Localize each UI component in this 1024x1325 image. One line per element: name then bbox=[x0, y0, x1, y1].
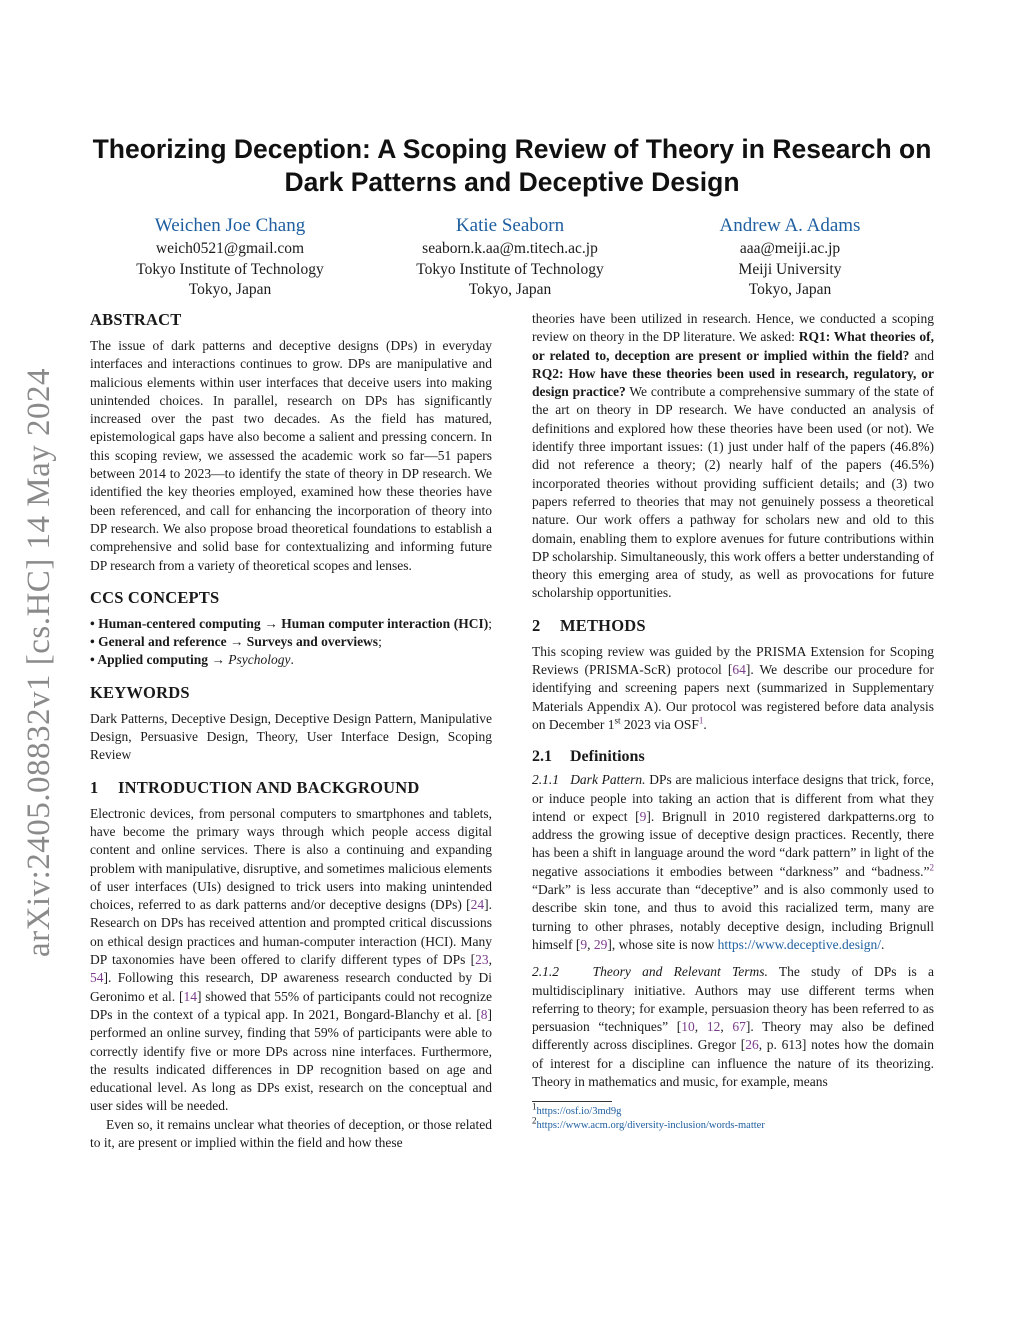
citation-link[interactable]: 9 bbox=[580, 936, 588, 952]
keywords-text: Dark Patterns, Deceptive Design, Deceptive Design Pattern, Manipulative Design, Persuasive Design, Theory, User Interface Design, Scoping Review bbox=[90, 710, 492, 763]
abstract-section bbox=[90, 310, 492, 575]
citation-link[interactable]: 64 bbox=[732, 662, 746, 678]
author-email: seaborn.k.aa@m.titech.ac.jp bbox=[422, 240, 598, 257]
dark-pattern-subsection: 2.1.1 Dark Pattern. DPs are malicious interface designs that trick, force, or induce people into taking an action that is different from what they intend or expect [9]. Brignull in 2010 registered darkpatterns.org to address the growing issue of deceptive design practices. Recently, there has been a shift in language around the word “dark pattern” in light of the negative associations it embodies between “darkness” and “badness.”$^2$ “Dark” is less accurate than “deceptive” and is also commonly used to describe skin tone, and thus to avoid this racialized term, many are turning to other phrases, notably deceptive design, including Brignull himself [9, 29], whose site is now https://www.deceptive.design/. bbox=[532, 772, 934, 952]
author-email: aaa@meiji.ac.jp bbox=[739, 240, 841, 257]
author-name[interactable]: Katie Seaborn bbox=[455, 215, 565, 236]
ccs-text: • Human-centered computing → Human computer interaction (HCI); • General and reference → Surveys and overviews; • Applied computing → Psychology. bbox=[90, 615, 492, 668]
footnote-marker[interactable]: 1 bbox=[698, 715, 704, 726]
research-question-2: RQ2: How have these theories been used in research, regulatory, or design practice? bbox=[532, 365, 934, 400]
abstract-heading: ABSTRACT bbox=[90, 310, 182, 329]
research-question-1: RQ1: What theories of, or related to, deception are present or implied within the field? bbox=[532, 329, 934, 363]
keywords-heading: KEYWORDS bbox=[90, 682, 190, 702]
methods-text: This scoping review was guided by the PRISMA Extension for Scoping Reviews (PRISMA-ScR) protocol [64]. We describe our procedure for identifying and screening papers next (summarized in Supplementary Materials Appendix A). Our protocol was registered before data analysis on December 1st 2023 via OSF$^1$. bbox=[532, 643, 934, 732]
right-column bbox=[532, 310, 934, 1133]
ccs-psychology: Psychology bbox=[228, 652, 291, 668]
author-2 bbox=[370, 214, 650, 301]
citation-link[interactable]: 26 bbox=[745, 1037, 759, 1053]
methods-heading: 2 METHODS bbox=[532, 615, 646, 635]
citation-link[interactable]: 67 bbox=[732, 1019, 746, 1035]
arxiv-stamp bbox=[10, 0, 70, 1325]
left-column bbox=[90, 310, 492, 1152]
citation-link[interactable]: 10 bbox=[681, 1019, 695, 1035]
author-affiliation: Tokyo Institute of Technology bbox=[416, 260, 604, 278]
ccs-heading: CCS CONCEPTS bbox=[90, 587, 220, 607]
definitions-heading: 2.1 Definitions bbox=[532, 748, 645, 766]
author-affiliation: Meiji University bbox=[738, 260, 842, 278]
author-affiliation: Tokyo Institute of Technology bbox=[136, 260, 324, 278]
introduction-heading: 1 INTRODUCTION AND BACKGROUND bbox=[90, 777, 420, 797]
author-1 bbox=[90, 214, 370, 301]
introduction-paragraph-1: Electronic devices, from personal computers to smartphones and tablets, have become the primary ways through which people access digital content and online services. There is also a continuing and expanding problem with manipulative, disruptive, and sometimes malicious elements of user interfaces (UIs) designed to trick users into making unintended choices, referred to as dark patterns and/or deceptive designs (DPs) [24]. Research on DPs has received attention and prompted critical discussions on ethical design practices and human-computer interaction (HCI). Many DP taxonomies have been offered to clarify different types of DPs [23, 54]. Following this research, DP awareness research conducted by Di Geronimo et al. [14] showed that 55% of participants could not recognize DPs in the context of a typical app. In 2021, Bongard-Blanchy et al. [8] performed an online survey, finding that 59% of participants were able to correctly identify five or more DPs across nine interfaces. Furthermore, the results indicated differences in DP recognition based on age and educational level. As long as DPs exist, research on the conceptual and user sides will be needed. bbox=[90, 805, 492, 1114]
theory-terms-subsection: 2.1.2 Theory and Relevant Terms. The study of DPs is a multidisciplinary initiative. Authors may use different terms when referring to theory; for example, persuasion theory has been referred to as persuasion “techniques” [10, 12, 67]. Theory may also be defined differently across disciplines. Gregor [26, p. 613] notes how the domain of interest for a discipline can influence the nature of its theorizing. Theory in mathematics and music, for example, means bbox=[532, 964, 935, 1089]
keywords-section bbox=[90, 683, 492, 765]
ccs-item-applied: • Applied computing → bbox=[90, 652, 229, 668]
ccs-item-hcc: • Human-centered computing → Human computer interaction (HCI) bbox=[90, 615, 489, 631]
footnote-url[interactable]: https://osf.io/3md9g bbox=[536, 1106, 622, 1118]
footnote-url[interactable]: https://www.acm.org/diversity-inclusion/words-matter bbox=[536, 1120, 765, 1132]
arxiv-stamp-text: arXiv:2405.08832v1 [cs.HC] 14 May 2024 bbox=[21, 367, 58, 958]
paper-title: Theorizing Deception: A Scoping Review of Theory in Research on Dark Patterns and Deceptive Design bbox=[92, 134, 932, 197]
author-name[interactable]: Andrew A. Adams bbox=[719, 215, 861, 236]
footnote-marker[interactable]: 2 bbox=[929, 862, 934, 873]
definitions-section bbox=[532, 747, 934, 1091]
footnote-divider bbox=[532, 1101, 612, 1102]
citation-link[interactable]: 54 bbox=[90, 970, 104, 986]
citation-link[interactable]: 23 bbox=[475, 952, 489, 968]
citation-link[interactable]: 12 bbox=[706, 1019, 721, 1035]
author-location: Tokyo, Japan bbox=[188, 281, 272, 298]
author-location: Tokyo, Japan bbox=[468, 281, 552, 298]
author-location: Tokyo, Japan bbox=[748, 281, 832, 298]
author-block bbox=[90, 214, 930, 301]
introduction-section bbox=[90, 778, 492, 1153]
author-email: weich0521@gmail.com bbox=[155, 240, 305, 257]
citation-link[interactable]: 24 bbox=[470, 897, 485, 913]
introduction-continued: theories have been utilized in research. Hence, we conducted a scoping review on theory in the DP literature. We asked: RQ1: What theories of, or related to, deception are present or implied within the field? and RQ2: How have these theories been used in research, regulatory, or design practice? We contribute a comprehensive summary of the state of the art on theory in DP research. We have conducted an analysis of definitions and explored how these theories have been used (or not). We identify three important issues: (1) just under half of the papers (46.8%) did not reference a theory; (2) nearly half of the papers (46.5%) incorporated theories without providing sufficient details; and (3) two papers referred to theories that may not genuinely possess a theoretical nature. Our work offers a pathway for scholars new and old to this domain, enabling them to explore avenues for future contributions within DP scholarship. Simultaneously, this work offers a better understanding of theory this emerging area of study, as well as provocations for future scholarship opportunities. bbox=[532, 311, 934, 601]
citation-link[interactable]: 8 bbox=[480, 1006, 488, 1022]
ccs-section bbox=[90, 588, 492, 670]
citation-link[interactable]: 29 bbox=[593, 936, 608, 952]
deceptive-design-url[interactable]: https://www.deceptive.design/ bbox=[717, 936, 881, 952]
footnote-2: $^2$https://www.acm.org/diversity-inclusion/words-matter bbox=[532, 1115, 765, 1132]
ccs-item-general: • General and reference → Surveys and overviews bbox=[90, 634, 379, 650]
citation-link[interactable]: 9 bbox=[639, 808, 647, 824]
footnote-1: $^1$https://osf.io/3md9g bbox=[532, 1101, 622, 1118]
introduction-paragraph-2: Even so, it remains unclear what theories of deception, or those related to it, are present or implied within the field and how these bbox=[90, 1116, 492, 1150]
theory-terms-title: Theory and Relevant Terms. bbox=[592, 964, 768, 980]
dark-pattern-title: Dark Pattern. bbox=[570, 772, 646, 788]
citation-link[interactable]: 14 bbox=[183, 988, 197, 1004]
author-3 bbox=[650, 214, 930, 301]
methods-section bbox=[532, 616, 934, 734]
author-name[interactable]: Weichen Joe Chang bbox=[154, 215, 306, 236]
abstract-text: The issue of dark patterns and deceptive designs (DPs) in everyday interfaces and interactions continues to grow. DPs are manipulative and malicious elements within user interfaces that deceive users into making unintended choices. In parallel, research on DPs has significantly increased over the past two decades. As the field has matured, epistemological gaps have also become a salient and pressing concern. In this scoping review, we assessed the academic work so far—51 papers between 2014 to 2023—to identify the state of theory in DP research. We identified the key theories employed, examined how these theories have been referenced, and call for enhancing the incorporation of theory into DP research. We also propose broad theoretical foundations to establish a comprehensive and solid base for contextualizing and informing future DP research from a variety of theoretical scopes and lenses. bbox=[90, 338, 492, 573]
